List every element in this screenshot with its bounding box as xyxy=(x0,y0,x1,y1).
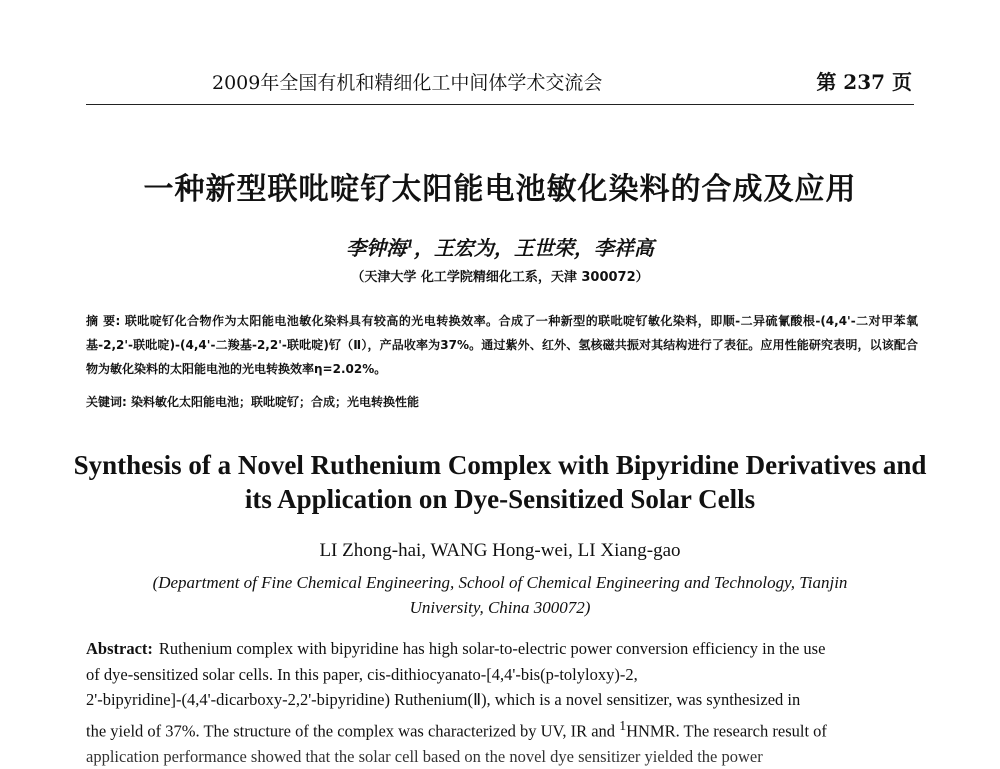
chinese-affiliation: （天津大学 化工学院精细化工系，天津 300072） xyxy=(0,266,1000,285)
english-abstract-text-1: Ruthenium complex with bipyridine has high solar-to-electric power conversion efficiency in the use xyxy=(159,639,826,658)
chinese-title: 一种新型联吡啶钌太阳能电池敏化染料的合成及应用 xyxy=(0,164,1000,208)
english-affiliation xyxy=(100,570,900,620)
english-abstract-line-3: 2'-bipyridine]-(4,4'-dicarboxy-2,2'-bipyridine) Ruthenium(Ⅱ), which is a novel sensitizer, was synthesized in xyxy=(86,687,918,713)
english-abstract-line-4 xyxy=(86,713,918,744)
chinese-abstract-text: 联吡啶钌化合物作为太阳能电池敏化染料具有较高的光电转换效率。合成了一种新型的联吡啶钌敏化染料，即顺-二异硫氰酸根-(4,4'-二对甲苯氧基-2,2'-联吡啶)-(4,4'-二羧基-2,2'-联吡啶)钌（Ⅱ），产品收率为37%。通过紫外、红外、氢核磁共振对其结构进行了表征。应用性能研究表明，以该配合物为敏化染料的太阳能电池的光电转换效率η=2.02%。 xyxy=(86,314,918,376)
chinese-abstract xyxy=(86,309,918,381)
chinese-keywords-text: 染料敏化太阳能电池；联吡啶钌；合成；光电转换性能 xyxy=(131,395,419,409)
english-title-line-1: Synthesis of a Novel Ruthenium Complex with Bipyridine Derivatives and xyxy=(60,448,940,482)
english-abstract-text-4b: HNMR. The research result of xyxy=(626,721,827,740)
chinese-abstract-label: 摘 要: xyxy=(86,314,120,328)
english-abstract xyxy=(86,636,918,769)
chinese-authors xyxy=(0,232,1000,261)
author-affiliation-mark: 1 xyxy=(406,237,414,250)
english-abstract-line-5: application performance showed that the solar cell based on the novel dye sensitizer yielded the power xyxy=(86,744,918,769)
english-abstract-line-2: of dye-sensitized solar cells. In this paper, cis-dithiocyanato-[4,4'-bis(p-tolyloxy)-2, xyxy=(86,662,918,688)
conference-name: 2009年全国有机和精细化工中间体学术交流会 xyxy=(212,68,602,95)
english-title xyxy=(60,448,940,516)
nmr-superscript: 1 xyxy=(619,718,626,733)
page-number: 第 237 页 xyxy=(816,66,912,95)
english-authors: LI Zhong-hai, WANG Hong-wei, LI Xiang-gao xyxy=(0,540,1000,562)
english-abstract-text-4a: the yield of 37%. The structure of the complex was characterized by UV, IR and xyxy=(86,721,619,740)
english-affiliation-line-2: University, China 300072) xyxy=(100,595,900,620)
english-abstract-line-1 xyxy=(86,636,918,662)
chinese-author-first: 李钟海 xyxy=(346,236,406,260)
english-title-line-2: its Application on Dye-Sensitized Solar Cells xyxy=(60,482,940,516)
english-abstract-label: Abstract: xyxy=(86,639,153,658)
chinese-keywords xyxy=(86,393,918,410)
english-affiliation-line-1: (Department of Fine Chemical Engineering, School of Chemical Engineering and Technology, Tianjin xyxy=(100,570,900,595)
chinese-author-rest: ，王宏为，王世荣，李祥高 xyxy=(414,236,654,260)
running-header xyxy=(86,62,914,105)
chinese-keywords-label: 关键词: xyxy=(86,395,127,409)
